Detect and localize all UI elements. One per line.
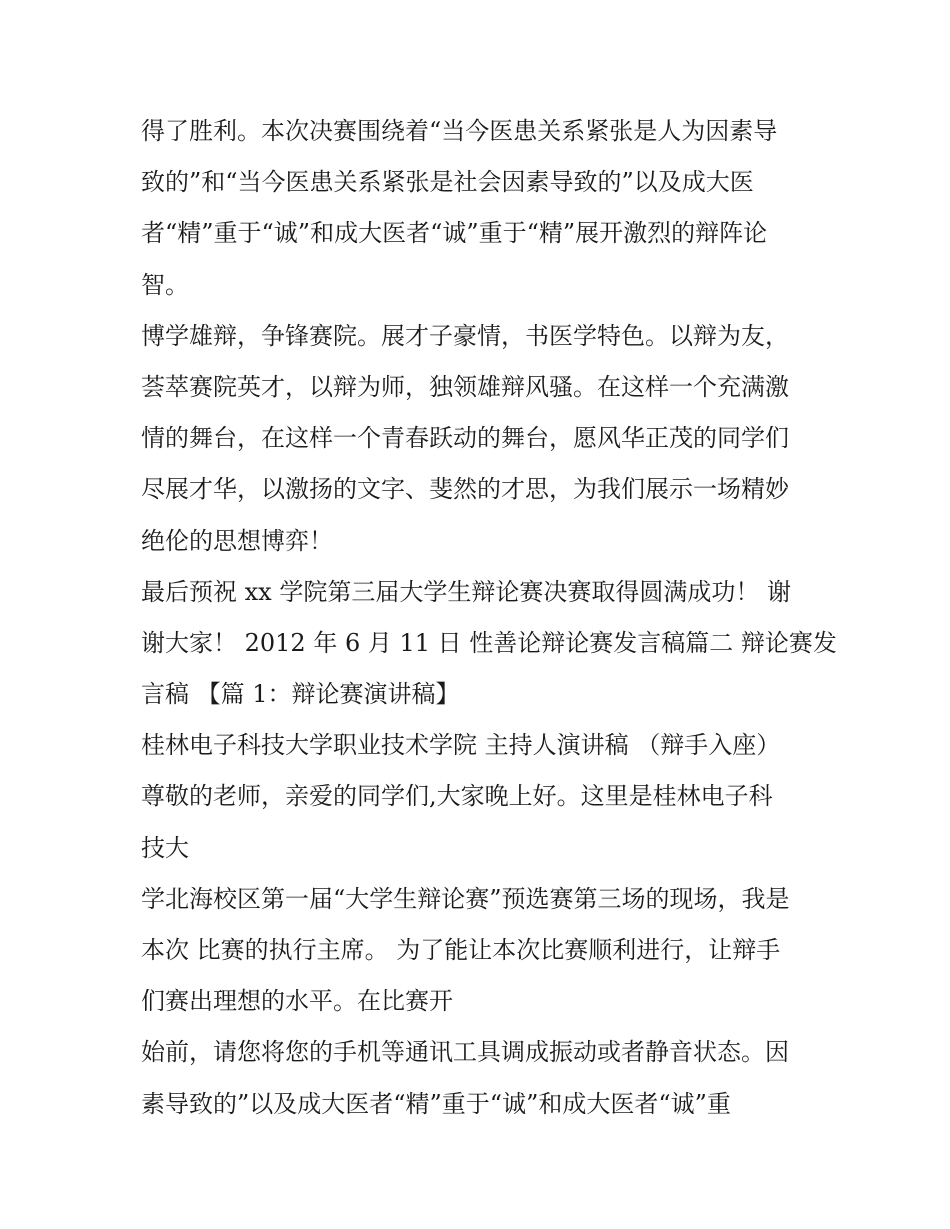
text-line: 学北海校区第一届“大学生辩论赛”预选赛第三场的现场，我是 <box>141 884 790 913</box>
text-line: 尽展才华，以激扬的文字、斐然的才思，为我们展示一场精妙 <box>141 475 789 504</box>
text-line: 尊敬的老师，亲爱的同学们,大家晚上好。这里是桂林电子科 <box>141 782 773 811</box>
document-body <box>141 106 837 1130</box>
text-line: 们赛出理想的水平。在比赛开 <box>141 987 453 1016</box>
text-line: 桂林电子科技大学职业技术学院 主持人演讲稿 （辩手入座） <box>141 731 781 760</box>
text-line: 博学雄辩，争锋赛院。展才子豪情，书医学特色。以辩为友， <box>141 321 789 350</box>
text-line: 言稿 【篇 1：辩论赛演讲稿】 <box>141 680 460 709</box>
text-line: 者“精”重于“诚”和成大医者“诚”重于“精”展开激烈的辩阵论 <box>141 219 768 248</box>
text-line: 谢大家！ 2012 年 6 月 11 日 性善论辩论赛发言稿篇二 辩论赛发 <box>141 628 837 657</box>
text-line: 技大 <box>141 833 189 862</box>
text-line: 素导致的”以及成大医者“精”重于“诚”和成大医者“诚”重 <box>141 1089 731 1118</box>
text-line: 情的舞台，在这样一个青春跃动的舞台，愿风华正茂的同学们 <box>141 424 789 453</box>
text-line: 得了胜利。本次决赛围绕着“当今医患关系紧张是人为因素导 <box>141 117 778 145</box>
text-line: 始前，请您将您的手机等通讯工具调成振动或者静音状态。因 <box>141 1038 789 1067</box>
text-line: 最后预祝 xx 学院第三届大学生辩论赛决赛取得圆满成功！ 谢 <box>141 577 791 606</box>
text-line: 本次 比赛的执行主席。 为了能让本次比赛顺利进行，让辩手 <box>141 936 781 964</box>
text-line: 致的”和“当今医患关系紧张是社会因素导致的”以及成大医 <box>141 168 754 197</box>
text-line: 智。 <box>141 270 189 299</box>
text-line: 绝伦的思想博弈！ <box>141 526 333 555</box>
text-line: 荟萃赛院英才，以辩为师，独领雄辩风骚。在这样一个充满激 <box>141 372 789 401</box>
